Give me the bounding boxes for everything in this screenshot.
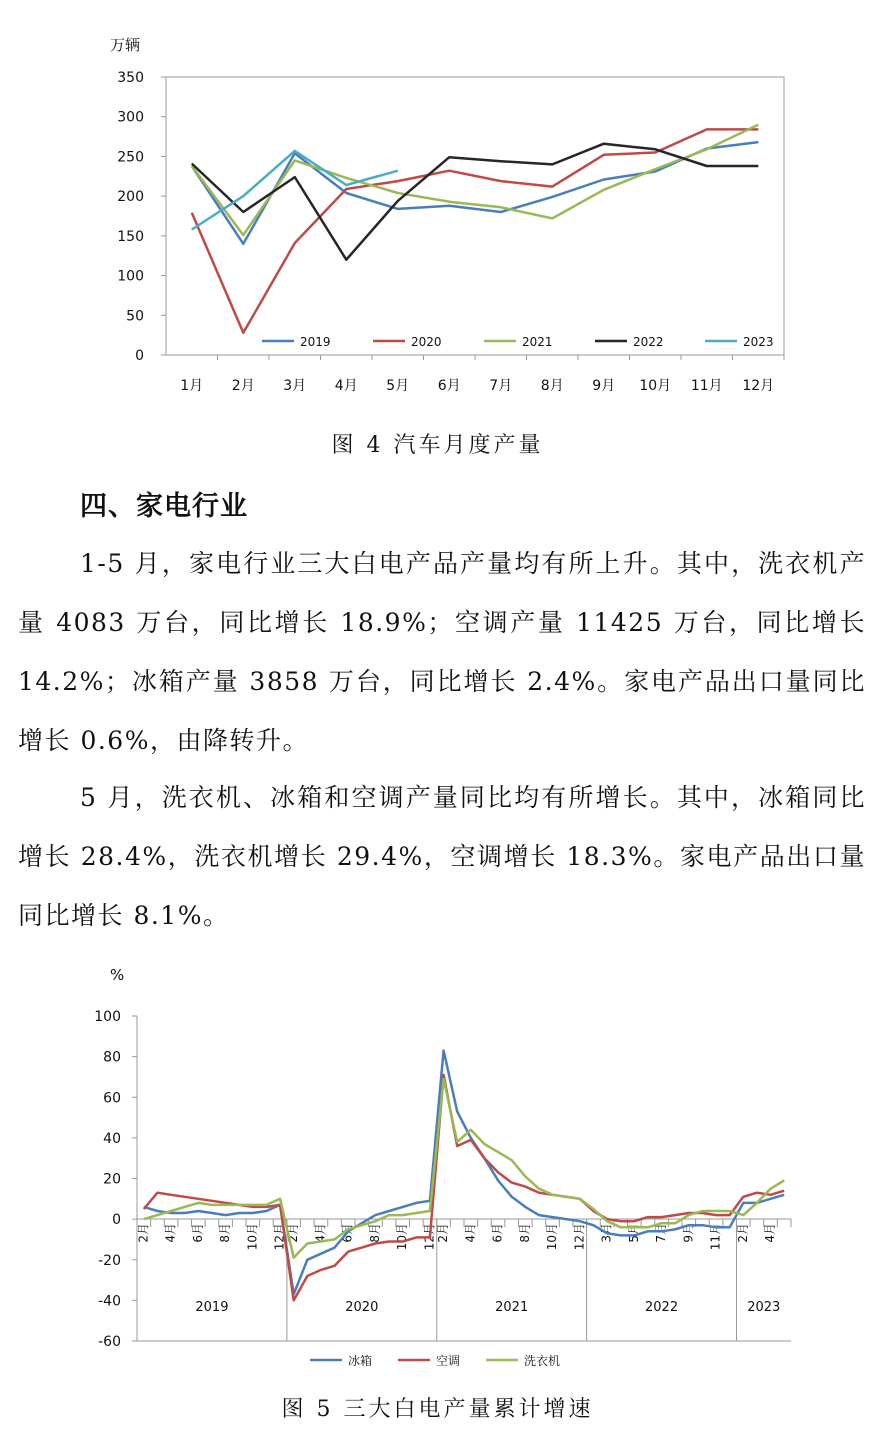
x-month-label: 10月 xyxy=(245,1223,260,1251)
x-month-label: 9月 xyxy=(681,1223,696,1243)
x-month-label: 8月 xyxy=(367,1223,382,1243)
figure4-caption: 图 4 汽车月度产量 xyxy=(331,433,544,458)
x-month-label: 4月 xyxy=(163,1223,178,1243)
y-tick-label: 60 xyxy=(103,1090,121,1107)
x-tick-label: 3月 xyxy=(283,378,307,394)
x-tick-label: 5月 xyxy=(386,378,410,394)
y-tick-label: 20 xyxy=(103,1171,121,1188)
series-line-2019 xyxy=(192,142,759,244)
y-tick-label: 100 xyxy=(94,1009,121,1025)
x-month-label: 12月 xyxy=(572,1223,587,1251)
y-tick-label: 250 xyxy=(117,149,144,166)
section-heading: 四、家电行业 xyxy=(80,491,248,522)
x-year-label: 2019 xyxy=(195,1300,229,1315)
legend-label-空调: 空调 xyxy=(436,1354,461,1368)
x-tick-label: 10月 xyxy=(639,378,672,394)
figure4-line-chart xyxy=(0,0,875,420)
y-tick-label: 300 xyxy=(117,109,144,126)
x-month-label: 2月 xyxy=(136,1223,151,1243)
y-axis-unit-label: 万辆 xyxy=(110,36,141,54)
x-month-label: 11月 xyxy=(708,1223,723,1251)
series-line-冰箱 xyxy=(144,1051,784,1295)
x-tick-label: 7月 xyxy=(489,378,513,394)
x-month-label: 7月 xyxy=(654,1223,669,1243)
x-year-label: 2023 xyxy=(747,1300,781,1315)
x-year-label: 2021 xyxy=(495,1300,529,1315)
legend-label-2022: 2022 xyxy=(633,335,664,349)
y-tick-label: -20 xyxy=(98,1252,121,1269)
x-month-label: 10月 xyxy=(395,1223,410,1251)
y-tick-label: 200 xyxy=(117,189,144,206)
y-tick-label: 50 xyxy=(126,308,144,325)
x-month-label: 2月 xyxy=(735,1223,750,1243)
series-line-空调 xyxy=(144,1075,784,1301)
x-tick-label: 4月 xyxy=(334,378,358,394)
x-year-label: 2022 xyxy=(645,1300,679,1315)
y-tick-label: -40 xyxy=(98,1293,121,1310)
y-tick-label: 40 xyxy=(103,1130,121,1147)
x-month-label: 8月 xyxy=(218,1223,233,1243)
x-year-label: 2020 xyxy=(345,1300,379,1315)
x-month-label: 10月 xyxy=(545,1223,560,1251)
y-tick-label: 350 xyxy=(117,70,144,86)
y-tick-label: 0 xyxy=(112,1212,121,1229)
x-month-label: 6月 xyxy=(340,1223,355,1243)
x-month-label: 2月 xyxy=(436,1223,451,1243)
legend-label-冰箱: 冰箱 xyxy=(348,1354,373,1368)
x-month-label: 8月 xyxy=(517,1223,532,1243)
x-month-label: 6月 xyxy=(190,1223,205,1243)
x-tick-label: 12月 xyxy=(742,378,775,394)
legend-label-2020: 2020 xyxy=(411,335,442,349)
x-month-label: 12月 xyxy=(422,1223,437,1251)
x-month-label: 12月 xyxy=(272,1223,287,1251)
y-tick-label: 0 xyxy=(135,348,144,364)
x-month-label: 4月 xyxy=(313,1223,328,1243)
paragraph-1-text: 1-5 月，家电行业三大白电产品产量均有所上升。其中，洗衣机产量 4083 万台，同比增长 18.9%；空调产量 11425 万台，同比增长 14.2%；冰箱产量 3858 万台，同比增长 2.4%。家电产品出口量同比增长 0.6%，由降转升。 xyxy=(18,549,866,755)
series-line-2021 xyxy=(192,125,759,235)
y-tick-label: 150 xyxy=(117,228,144,245)
figure5-caption: 图 5 三大白电产量累计增速 xyxy=(281,1397,594,1422)
x-tick-label: 11月 xyxy=(690,378,723,394)
paragraph-2 xyxy=(18,768,866,945)
paragraph-1 xyxy=(18,534,866,770)
series-line-2023 xyxy=(192,151,398,230)
x-tick-label: 6月 xyxy=(437,378,461,394)
y-tick-label: 100 xyxy=(117,268,144,285)
y-axis-unit-label: % xyxy=(110,966,125,984)
paragraph-2-text: 5 月，洗衣机、冰箱和空调产量同比均有所增长。其中，冰箱同比增长 28.4%，洗衣机增长 29.4%，空调增长 18.3%。家电产品出口量同比增长 8.1%。 xyxy=(18,783,866,930)
figure5-line-chart xyxy=(0,955,875,1375)
x-tick-label: 2月 xyxy=(231,378,255,394)
y-tick-label: -60 xyxy=(98,1334,121,1350)
x-month-label: 4月 xyxy=(463,1223,478,1243)
legend-label-2021: 2021 xyxy=(522,335,553,349)
x-tick-label: 8月 xyxy=(540,378,564,394)
y-tick-label: 80 xyxy=(103,1049,121,1066)
x-month-label: 2月 xyxy=(286,1223,301,1243)
legend-label-2023: 2023 xyxy=(743,335,774,349)
x-month-label: 4月 xyxy=(763,1223,778,1243)
x-month-label: 5月 xyxy=(626,1223,641,1243)
x-month-label: 6月 xyxy=(490,1223,505,1243)
legend-label-洗衣机: 洗衣机 xyxy=(524,1354,561,1368)
x-month-label: 3月 xyxy=(599,1223,614,1243)
x-tick-label: 9月 xyxy=(592,378,616,394)
x-tick-label: 1月 xyxy=(180,378,204,394)
legend-label-2019: 2019 xyxy=(300,335,331,349)
